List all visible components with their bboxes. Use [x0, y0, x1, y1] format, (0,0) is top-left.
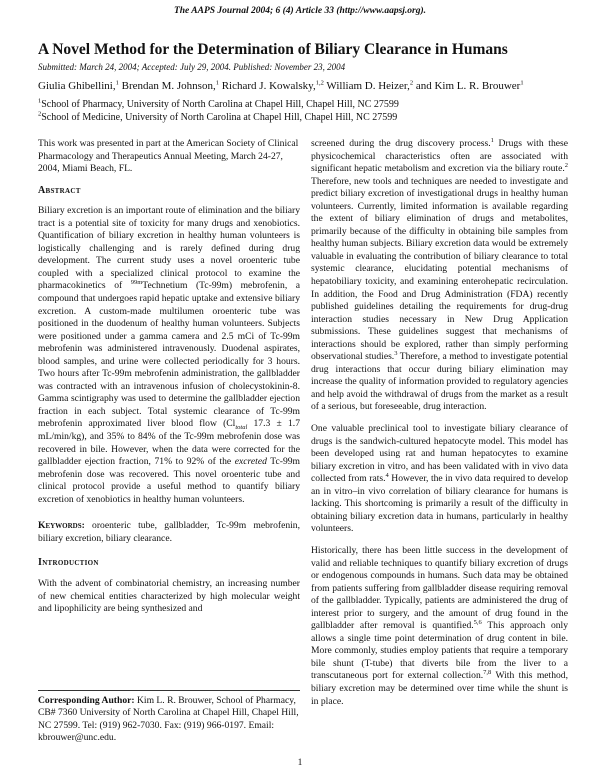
keywords-text: oroenteric tube, gallbladder, Tc-99m mebrofenin, biliary excretion, biliary clearance. [38, 520, 300, 544]
reference-mark: 5,6 [473, 619, 482, 627]
body-paragraph [311, 545, 568, 708]
body-text: However, the in vivo data required to develop an in vitro–in vivo correlation of biliary clearance for humans is lacking. This shortcoming is primarily a result of the difficulty in obtaining biliary excretion data in humans, particularly in healthy volunteers. [311, 473, 568, 535]
author-affiliation-mark: 1 [115, 79, 119, 87]
author: Giulia Ghibellini, [38, 80, 116, 92]
abstract-part: Technetium (Tc-99m) mebrofenin, a compound that undergoes rapid hepatic uptake and extensive biliary excretion. A custom-made multilumen oroenteric tube was positioned in the duodenum of healthy human volunteers. Subjects were positioned under a gamma camera and 2.5 mCi of Tc-99m mebrofenin was administered intravenously. Duodenal aspirates, blood samples, and urine were collected periodically for 3 hours. Two hours after Tc-99m mebrofenin administration, the gallbladder was contracted with an intravenous infusion of cholecystokinin-8. Gamma scintigraphy was used to determine the gallbladder ejection fraction in each subject. Total systemic clearance of Tc-99m mebrofenin approximated liver blood flow (Cl [38, 280, 301, 430]
publication-dates: Submitted: March 24, 2004; Accepted: July 29, 2004. Published: November 23, 2004 [38, 62, 346, 72]
presentation-note: This work was presented in part at the American Society of Clinical Pharmacology and Therapeutics Annual Meeting, March 24-27, 2004, Miami Beach, FL. [38, 138, 299, 175]
right-column [311, 138, 568, 717]
author-affiliation-mark: 1 [215, 79, 219, 87]
author: Richard J. Kowalsky, [221, 80, 316, 92]
reference-mark: 1 [490, 136, 494, 144]
keywords [38, 520, 300, 545]
reference-mark: 7,8 [483, 669, 492, 677]
abstract-part: Tc-99m mebrofenin dose was recovered. This novel oroenteric tube and clinical protocol provide a useful method to quantify biliary excretion of xenobiotics in healthy human volunteers. [38, 456, 300, 505]
body-text: One valuable preclinical tool to investigate biliary clearance of drugs is the sandwich-cultured hepatocyte model. This model has been developed using rat and human hepatocytes to examine biliary excretion in vitro, and has been validated with in vivo data collected from rats. [311, 423, 568, 485]
body-text: With this method, biliary excretion may be determined over time while the shunt is in place. [311, 670, 568, 707]
author: and Kim L. R. Brouwer [415, 80, 521, 92]
affiliation-text: School of Pharmacy, University of North Carolina at Chapel Hill, Chapel Hill, NC 27599 [41, 99, 399, 110]
author-affiliation-mark: 1,2 [315, 79, 324, 87]
corresponding-label: Corresponding Author: [38, 695, 135, 706]
author-affiliation-mark: 1 [520, 79, 524, 87]
introduction-heading: Introduction [38, 557, 99, 569]
page-number: 1 [297, 758, 303, 768]
author: Brendan M. Johnson, [121, 80, 216, 92]
body-text: Therefore, new tools and techniques are needed to investigate and predict biliary excretion of investigational drugs in healthy human volunteers. Currently, limited information is available regarding the extent of biliary elimination of drugs and metabolites, primarily because of the difficulty in obtaining bile samples from healthy human subjects. Biliary excretion data would be extremely valuable in evaluating the contribution of biliary clearance to total systemic clearance, elucidating potential mechanisms of hepatobiliary toxicity, and examining enterohepatic recirculation. In addition, the Food and Drug Administration (FDA) recently published guidelines detailing the requirements for drug-drug interaction studies necessary in New Drug Application submissions. These guidelines suggest that mechanisms of interactions should be explored, rather than simply performing observational studies. [311, 175, 568, 363]
clearance-subscript: total [235, 424, 248, 432]
body-paragraph [311, 138, 568, 414]
body-paragraph [311, 423, 568, 536]
body-text: Historically, there has been little success in the development of valid and reliable techniques to quantify biliary excretion of drugs or endogenous compounds in humans. Such data may be obtained from patients suffering from gallbladder disease requiring removal of the gallbladder. Typically, patients are administered the drug of interest prior to surgery, and the amount of drug found in the gallbladder after removal is quantified. [311, 544, 568, 632]
author: William D. Heizer, [326, 80, 410, 92]
corresponding-text: Kim L. R. Brouwer, School of Pharmacy, CB# 7360 University of North Carolina at Chapel Hill, Chapel Hill, NC 27599. Tel: (919) 962-7030. Fax: (919) 966-0197. Email: kbrouwer@unc.edu. [38, 695, 299, 744]
body-text: This approach only allows a single time point determination of drug content in bile. More commonly, studies employ patients that require a temporary bile shunt (T-tube) that diverts bile from the liver to a transcutaneous port for external collection. [311, 620, 568, 682]
journal-name: The AAPS Journal [173, 6, 249, 16]
introduction-text: With the advent of combinatorial chemistry, an increasing number of new chemical entities characterized by high molecular weight and lipophilicity are being synthesized and [38, 577, 300, 615]
affiliation-2 [38, 112, 397, 123]
abstract-part: Biliary excretion is an important route of elimination and the biliary tract is a potential site of toxicity for many drugs and xenobiotics. Quantification of biliary excretion in healthy human volunteers is logistically challenging and is rarely defined during drug development. The current study uses a novel oroenteric tube coupled with a specialized clinical protocol to examine the pharmacokinetics of [38, 205, 300, 292]
author-affiliation-mark: 2 [409, 79, 414, 87]
reference-mark: 3 [394, 350, 398, 358]
journal-citation: 2004; 6 (4) Article 33 (http://www.aapsj.org). [250, 6, 427, 16]
isotope-superscript: 99m [130, 279, 143, 287]
affiliation-number: 1 [38, 97, 42, 105]
reference-mark: 4 [385, 472, 389, 480]
body-text: Drugs with these physicochemical characteristics often are associated with significant hepatic metabolism and excretion via the biliary route. [311, 138, 568, 175]
affiliation-text: School of Medicine, University of North Carolina at Chapel Hill, Chapel Hill, NC 27599 [41, 112, 398, 123]
author-list [38, 80, 524, 92]
left-column [38, 138, 300, 625]
abstract-emphasis: excreted [234, 456, 267, 468]
abstract-part: 17.3 ± 1.7 mL/min/kg), and 35% to 84% of the Tc-99m mebrofenin dose was recovered in bile. However, when the data were corrected for the gallbladder ejection fraction, 71% to 92% of the [38, 418, 300, 468]
journal-header [0, 6, 600, 16]
corresponding-author [38, 690, 300, 745]
abstract-heading: Abstract [38, 184, 81, 196]
affiliation-number: 2 [38, 110, 42, 118]
affiliation-1 [38, 99, 399, 110]
abstract-text [38, 205, 300, 506]
body-text: Therefore, a method to investigate potential drug interactions that occur during biliary elimination may increase the quality of information provided to regulatory agencies and help avoid the withdrawal of drugs from the market as a result of a serious, but foreseeable, drug interaction. [311, 351, 568, 413]
body-text: screened during the drug discovery process. [311, 138, 491, 149]
reference-mark: 2 [564, 161, 568, 169]
keywords-label: Keywords: [38, 520, 85, 532]
paper-title: A Novel Method for the Determination of Biliary Clearance in Humans [38, 41, 508, 58]
